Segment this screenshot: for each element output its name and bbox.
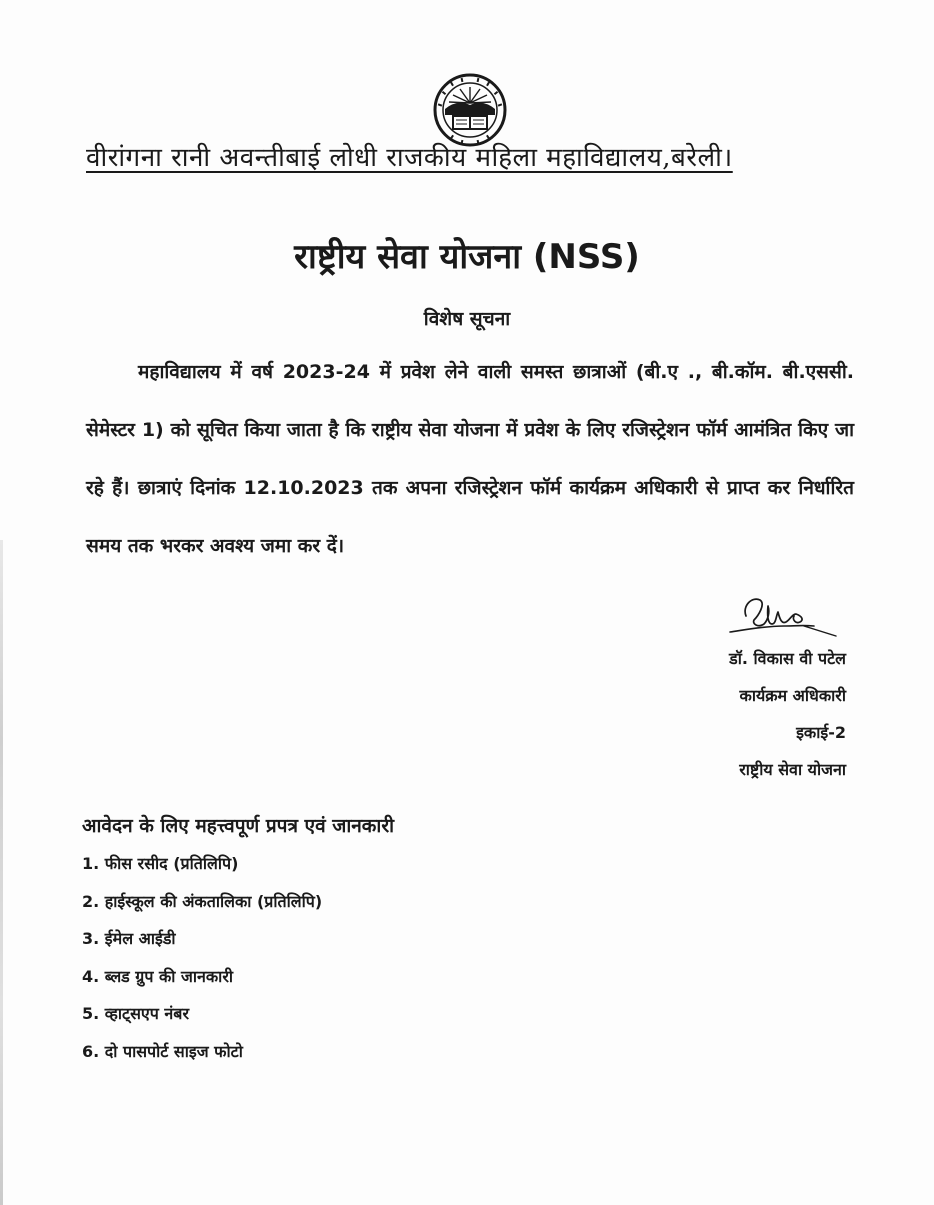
handwritten-signature-icon <box>724 594 844 644</box>
signatory-designation: कार्यक्रम अधिकारी <box>739 686 846 705</box>
notice-body: महाविद्यालय में वर्ष 2023-24 में प्रवेश लेने वाली समस्त छात्राओं (बी.ए ., बी.कॉम. बी.एससी. सेमेस्टर 1) को सूचित किया जाता है कि राष्ट्रीय सेवा योजना में प्रवेश के लिए रजिस्ट्रेशन फॉर्म आमंत्रित किए जा रहे हैं। छात्राएं दिनांक 12.10.2023 तक अपना रजिस्ट्रेशन फॉर्म कार्यक्रम अधिकारी से प्राप्त कर निर्धारित समय तक भरकर अवश्य जमा कर दें। <box>86 361 854 557</box>
signatory-name: डॉ. विकास वी पटेल <box>729 649 846 668</box>
signatory-scheme: राष्ट्रीय सेवा योजना <box>739 760 846 779</box>
documents-heading: आवेदन के लिए महत्त्वपूर्ण प्रपत्र एवं जानकारी <box>82 815 395 837</box>
list-item: 3. ईमेल आईडी <box>82 929 176 948</box>
notice-title: राष्ट्रीय सेवा योजना (NSS) <box>294 237 640 277</box>
list-item: 2. हाईस्कूल की अंकतालिका (प्रतिलिपि) <box>82 891 323 911</box>
college-name-heading: वीरांगना रानी अवन्तीबाई लोधी राजकीय महिला महाविद्यालय,बरेली। <box>86 143 733 173</box>
list-item: 1. फीस रसीद (प्रतिलिपि) <box>82 854 239 873</box>
list-item: 6. दो पासपोर्ट साइज फोटो <box>82 1041 243 1061</box>
notice-subtitle: विशेष सूचना <box>423 308 511 330</box>
documents-list <box>82 849 322 1074</box>
list-item: 4. ब्लड ग्रुप की जानकारी <box>82 966 234 986</box>
signatory-block <box>729 640 846 788</box>
scan-shadow-edge <box>0 540 3 1205</box>
signatory-unit: इकाई-2 <box>796 723 846 742</box>
college-emblem-icon <box>431 73 509 147</box>
list-item: 5. व्हाट्सएप नंबर <box>82 1004 189 1023</box>
